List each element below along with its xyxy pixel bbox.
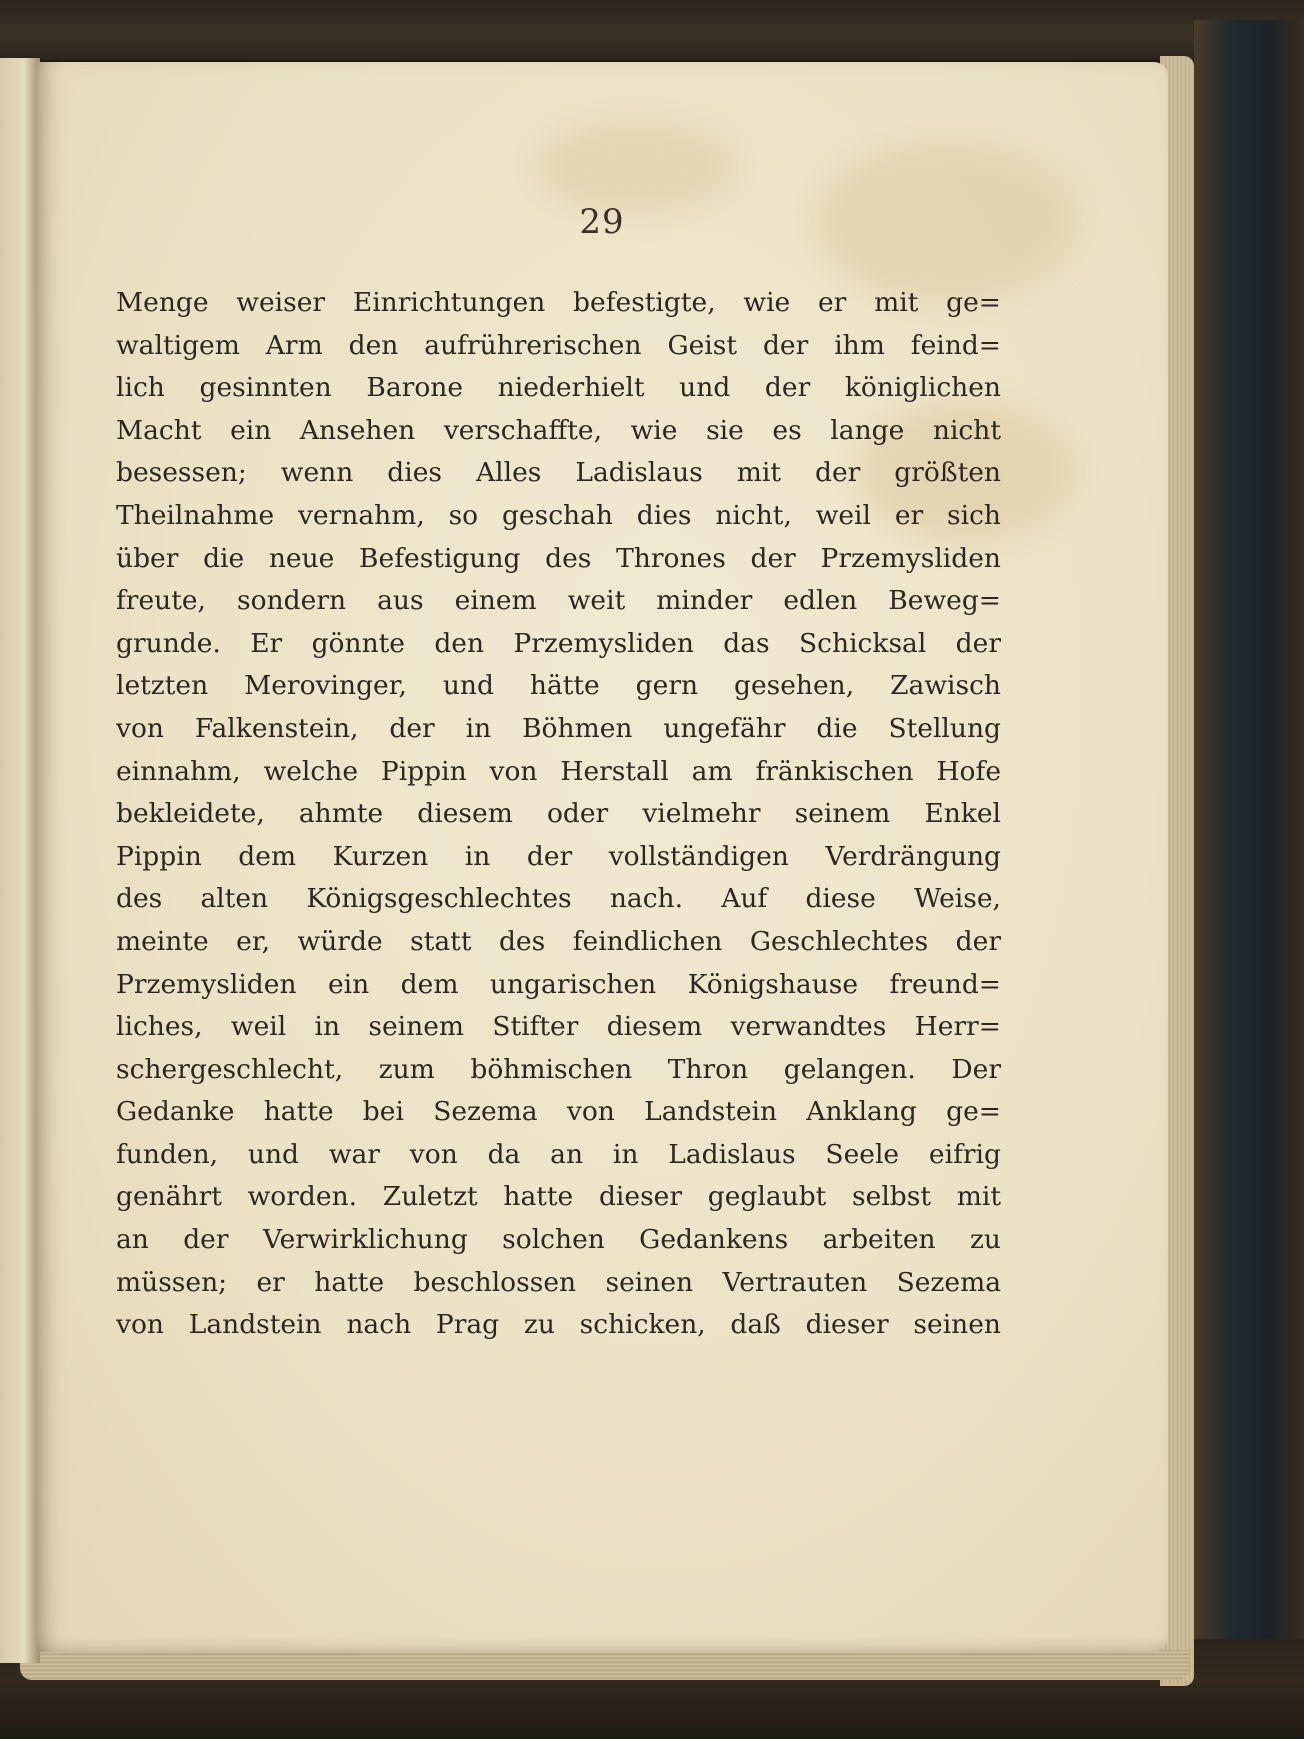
text-line: von Falkenstein, der in Böhmen ungefähr die Stellung (116, 712, 1001, 744)
page-stack-bottom-edge (20, 1650, 1190, 1680)
text-line: lich gesinnten Barone niederhielt und der königlichen (116, 372, 1001, 404)
book-cover-right-edge (1194, 20, 1304, 1739)
text-line: Pippin dem Kurzen in der vollständigen Verdrängung (116, 840, 1001, 872)
text-line: müssen; er hatte beschlossen seinen Vertrauten Sezema (116, 1266, 1001, 1298)
text-line: an der Verwirklichung solchen Gedankens arbeiten zu (116, 1224, 1001, 1256)
text-line: über die neue Befestigung des Thrones der Przemysliden (116, 542, 1001, 574)
text-line: besessen; wenn dies Alles Ladislaus mit der größten (116, 457, 1001, 489)
book-page (36, 62, 1168, 1652)
text-line: funden, und war von da an in Ladislaus Seele eifrig (116, 1138, 1001, 1170)
text-line: bekleidete, ahmte diesem oder vielmehr seinem Enkel (116, 798, 1001, 830)
text-line: meinte er, würde statt des feindlichen Geschlechtes der (116, 925, 1001, 957)
text-line: Macht ein Ansehen verschaffte, wie sie es lange nicht (116, 414, 1001, 446)
text-line: liches, weil in seinem Stifter diesem verwandtes Herr= (116, 1011, 1001, 1043)
text-line: letzten Merovinger, und hätte gern gesehen, Zawisch (116, 670, 1001, 702)
text-line: des alten Königsgeschlechtes nach. Auf diese Weise, (116, 883, 1001, 915)
text-line: Gedanke hatte bei Sezema von Landstein Anklang ge= (116, 1096, 1001, 1128)
page-number: 29 (579, 202, 625, 242)
text-line: waltigem Arm den aufrührerischen Geist der ihm feind= (116, 329, 1001, 361)
text-line: schergeschlecht, zum böhmischen Thron gelangen. Der (116, 1053, 1001, 1085)
paper-stain (536, 122, 736, 212)
book-cover-top-edge (0, 0, 1304, 60)
text-line: grunde. Er gönnte den Przemysliden das Schicksal der (116, 627, 1001, 659)
text-line: Theilnahme vernahm, so geschah dies nicht, weil er sich (116, 499, 1001, 531)
facing-page-edge (0, 58, 40, 1663)
text-line: Przemysliden ein dem ungarischen Königshause freund= (116, 968, 1001, 1000)
text-line: genährt worden. Zuletzt hatte dieser geglaubt selbst mit (116, 1181, 1001, 1213)
text-line: freute, sondern aus einem weit minder edlen Beweg= (116, 585, 1001, 617)
text-line: einnahm, welche Pippin von Herstall am fränkischen Hofe (116, 755, 1001, 787)
text-line: Menge weiser Einrichtungen befestigte, wie er mit ge= (116, 287, 1001, 318)
body-text (116, 282, 1001, 1347)
text-line: von Landstein nach Prag zu schicken, daß dieser seinen (116, 1309, 1001, 1341)
